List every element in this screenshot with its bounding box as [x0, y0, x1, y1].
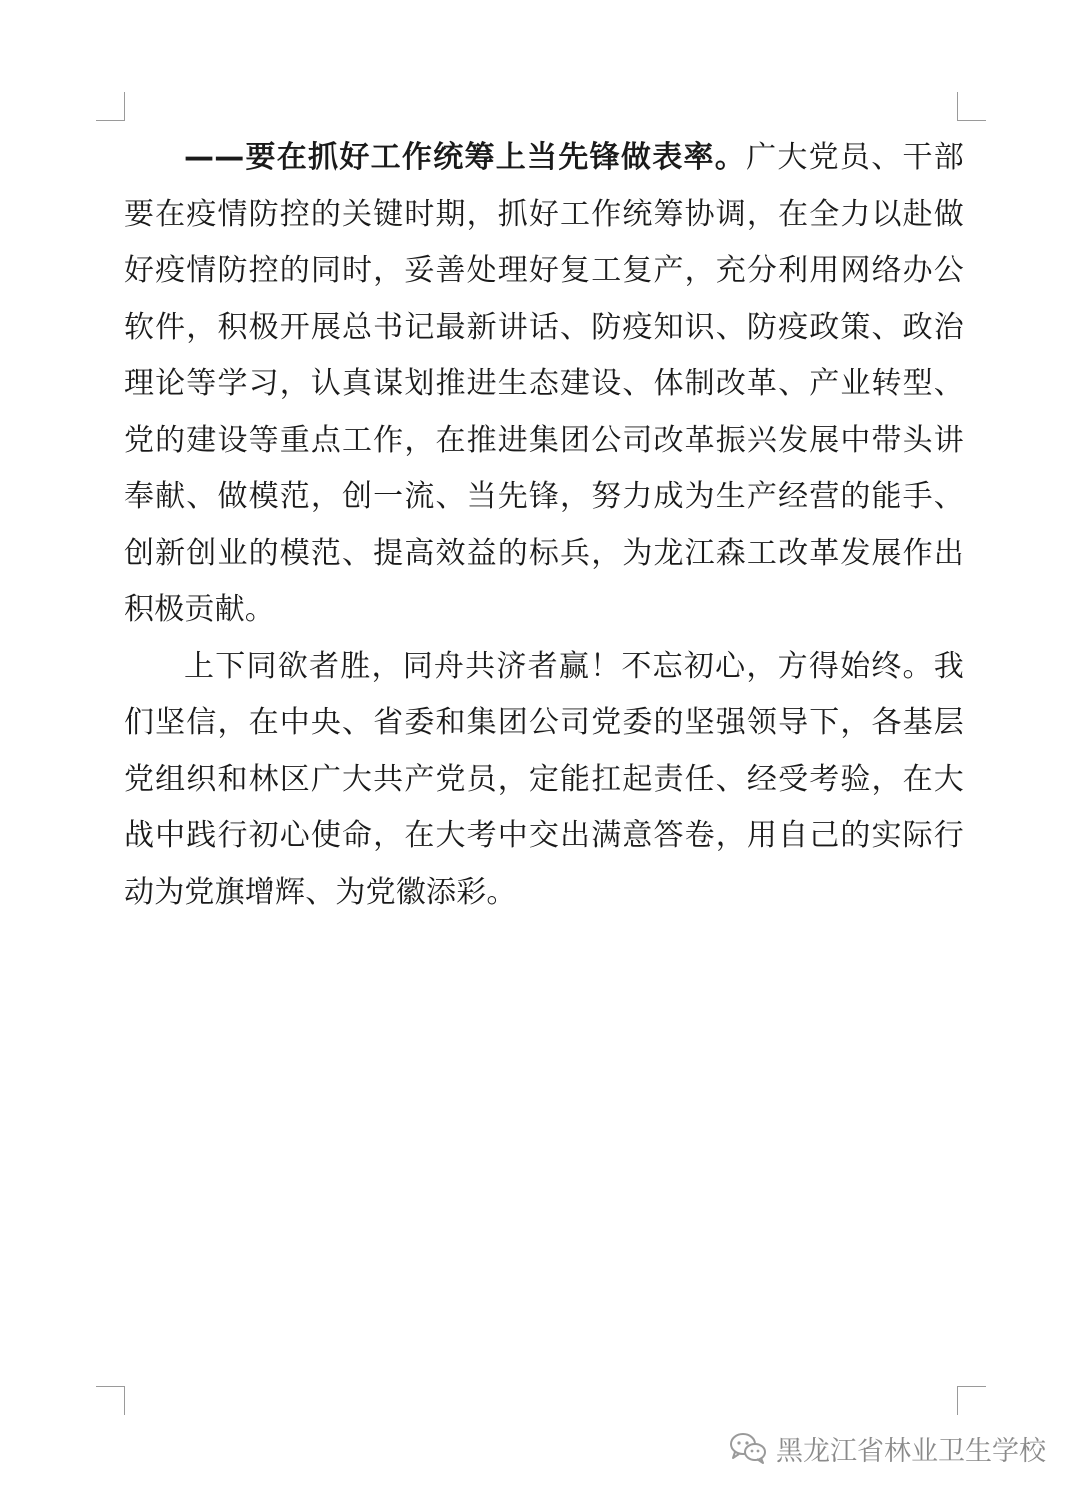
crop-mark-top-right: [957, 92, 986, 121]
paragraph-2: [124, 639, 964, 922]
paragraph-1-text: 广大党员、干部要在疫情防控的关键时期，抓好工作统筹协调，在全力以赴做好疫情防控的同时，妥善处理好复工复产，充分利用网络办公软件，积极开展总书记最新讲话、防疫知识、防疫政策、政治理论等学习，认真谋划推进生态建设、体制改革、产业转型、党的建设等重点工作，在推进集团公司改革振兴发展中带头讲奉献、做模范，创一流、当先锋，努力成为生产经营的能手、创新创业的模范、提高效益的标兵，为龙江森工改革发展作出积极贡献。: [124, 140, 964, 627]
watermark: [728, 1428, 1046, 1468]
wechat-icon: [728, 1431, 768, 1465]
crop-mark-bottom-right: [957, 1386, 986, 1415]
paragraph-1: [124, 130, 964, 639]
paragraph-2-text: 上下同欲者胜，同舟共济者赢！不忘初心，方得始终。我们坚信，在中央、省委和集团公司党委的坚强领导下，各基层党组织和林区广大共产党员，定能扛起责任、经受考验，在大战中践行初心使命，在大考中交出满意答卷，用自己的实际行动为党旗增辉、为党徽添彩。: [124, 648, 964, 910]
document-body: [124, 130, 964, 921]
crop-mark-bottom-left: [96, 1386, 125, 1415]
paragraph-1-lead: ——要在抓好工作统筹上当先锋做表率。: [184, 140, 747, 175]
crop-mark-top-left: [96, 92, 125, 121]
watermark-label: 黑龙江省林业卫生学校: [776, 1435, 1046, 1467]
